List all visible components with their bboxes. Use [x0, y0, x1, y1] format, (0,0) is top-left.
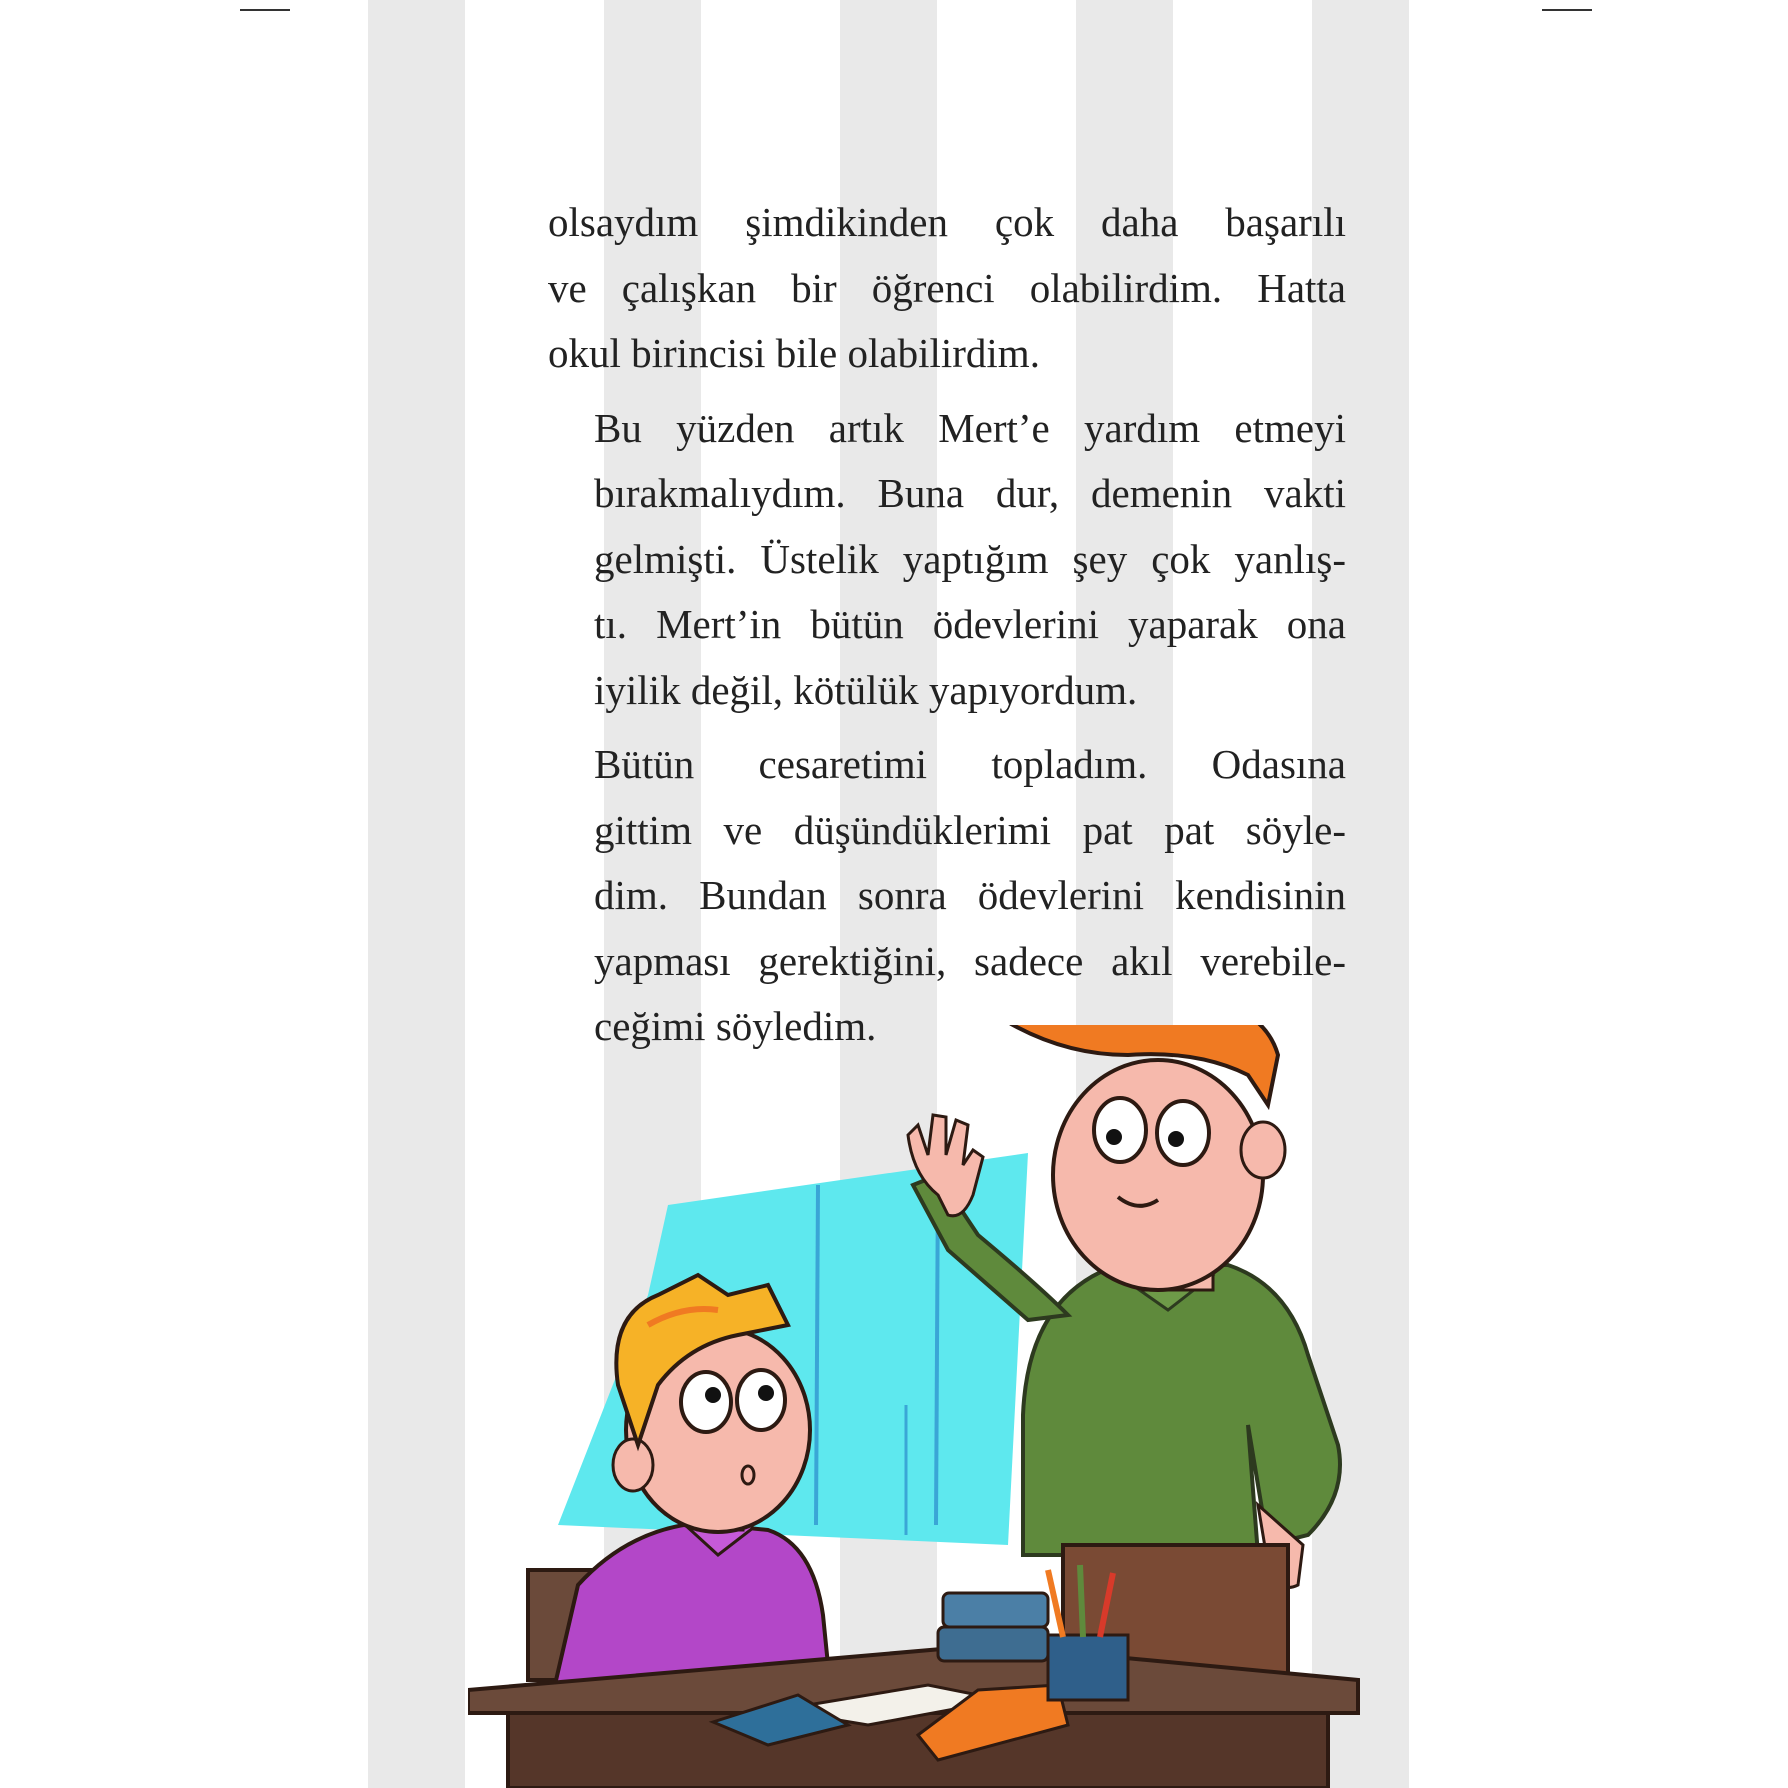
paragraph [548, 190, 1346, 387]
illustration-two-boys [468, 1025, 1368, 1788]
text-line: gittim ve düşündüklerimi pat pat söyle- [594, 806, 1346, 853]
text-line: okul birincisi bile olabilirdim. [548, 330, 1040, 376]
text-line: gelmişti. Üstelik yaptığım şey çok yanlış- [594, 535, 1346, 582]
book-page [368, 0, 1410, 1788]
crop-mark-right [1542, 9, 1592, 11]
text-line: Bütün cesaretimi topladım. Odasına [594, 741, 1346, 787]
text-line: bırakmalıydım. Buna dur, demenin vakti [594, 470, 1346, 516]
wall-stripe [368, 0, 465, 1788]
crop-mark-left [240, 9, 290, 11]
text-line: Bu yüzden artık Mert’e yardım etmeyi [594, 404, 1346, 451]
story-text [548, 190, 1346, 1069]
text-line: tı. Mert’in bütün ödevlerini yaparak ona [594, 601, 1346, 647]
text-line: yapması gerektiğini, sadece akıl verebile- [594, 937, 1346, 984]
text-line: dim. Bundan sonra ödevlerini kendisinin [594, 872, 1346, 918]
text-line: ve çalışkan bir öğrenci olabilirdim. Hatta [548, 264, 1346, 311]
text-line: olsaydım şimdikinden çok daha başarılı [548, 199, 1346, 245]
text-line: ceğimi söyledim. [594, 1003, 877, 1049]
text-line: iyilik değil, kötülük yapıyordum. [594, 666, 1138, 713]
paragraph [548, 732, 1346, 1060]
paragraph [548, 396, 1346, 724]
